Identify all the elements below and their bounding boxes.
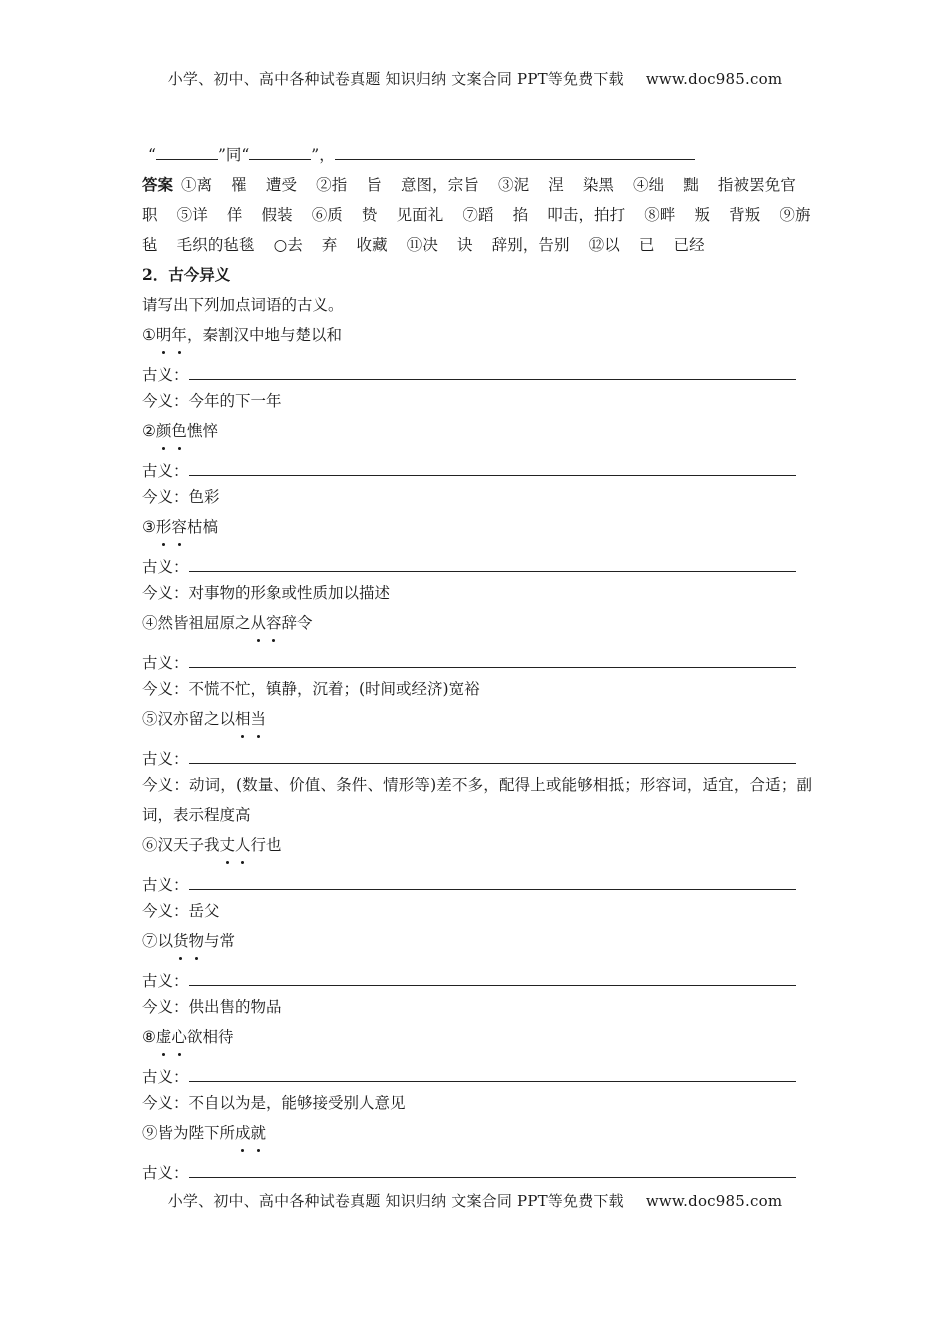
instruction-text: 请写出下列加点词语的古义。 (142, 296, 344, 314)
emphasized-char: 容 (266, 608, 282, 638)
blank-2 (249, 141, 311, 160)
gu-yi-answer-row (142, 546, 812, 578)
emphasized-char: 相 (235, 704, 251, 734)
footer-text: 小学、初中、高中各种试卷真题 知识归纳 文案合同 PPT等免费下载 (167, 1192, 624, 1210)
answer-text-1: ①离 罹 遭受 ②指 旨 意图，宗旨 ③泥 涅 染黑 ④绌 黜 指被罢免官 (181, 176, 796, 194)
question-prefix: ② (142, 422, 156, 440)
question-item (142, 704, 812, 734)
question-item (142, 416, 812, 446)
jin-yi-line (142, 386, 812, 416)
jin-yi-text: 今义：供出售的物品 (142, 998, 282, 1016)
question-prefix: ⑦以 (142, 932, 174, 950)
question-prefix: ⑨皆为陛下所 (142, 1124, 236, 1142)
emphasized-char: 从 (251, 608, 267, 638)
question-item (142, 830, 812, 860)
jin-yi-text: 今义：不慌不忙，镇静，沉着；(时间或经济)宽裕 (142, 680, 480, 698)
tongjia-blank-line (142, 140, 812, 170)
question-prefix: ④然皆祖屈原之 (142, 614, 251, 632)
open-quote: “ (148, 146, 156, 164)
answer-blank-line[interactable] (189, 985, 796, 986)
question-item (142, 608, 812, 638)
jin-yi-line (142, 896, 812, 926)
answer-blank-line[interactable] (189, 571, 796, 572)
page-header (0, 68, 950, 89)
emphasized-char: 形 (156, 512, 172, 542)
emphasized-char: 丈 (220, 830, 236, 860)
section-title-text: 2．古今异义 (142, 265, 231, 284)
gu-yi-label: 古义： (142, 1068, 189, 1086)
question-rest: 枯槁 (186, 518, 218, 536)
blank-1 (156, 141, 218, 160)
question-rest: 辞令 (281, 614, 313, 632)
emphasized-char: 货 (173, 926, 189, 956)
answer-blank-line[interactable] (189, 763, 796, 764)
page-footer (0, 1190, 950, 1211)
jin-yi-line (142, 1088, 812, 1118)
instruction (142, 290, 812, 320)
gu-yi-label: 古义： (142, 462, 189, 480)
emphasized-char: 心 (171, 1022, 187, 1052)
answer-label: 答案 (142, 175, 174, 194)
jin-yi-line (142, 770, 812, 830)
question-item (142, 320, 812, 350)
gu-yi-answer-row (142, 960, 812, 992)
emphasized-char: 物 (189, 926, 205, 956)
answer-line-2 (142, 200, 812, 230)
question-prefix: ⑥汉天子我 (142, 836, 220, 854)
gu-yi-label: 古义： (142, 558, 189, 576)
gu-yi-label: 古义： (142, 972, 189, 990)
jin-yi-line (142, 992, 812, 1022)
answer-text-3: 毡 毛织的毡毯 ○去 弃 收藏 ⑪决 诀 辞别，告别 ⑫以 已 已经 (142, 236, 705, 254)
footer-url[interactable]: www.doc985.com (645, 1192, 783, 1210)
question-rest: 行也 (250, 836, 282, 854)
gu-yi-label: 古义： (142, 654, 189, 672)
question-rest: 憔悴 (186, 422, 218, 440)
jin-yi-text: 今义：动词，(数量、价值、条件、情形等)差不多，配得上或能够相抵；形容词，适宜，合适；副词，表示程度高 (142, 776, 812, 824)
section-title (142, 260, 812, 290)
answer-text-2: 职 ⑤详 佯 假装 ⑥质 贽 见面礼 ⑦蹈 掐 叩击，拍打 ⑧畔 叛 背叛 ⑨旃 (142, 206, 811, 224)
header-url[interactable]: www.doc985.com (645, 70, 783, 88)
emphasized-char: 人 (235, 830, 251, 860)
same-as-text: ”同“ (217, 146, 250, 164)
gu-yi-answer-row (142, 642, 812, 674)
blank-3 (335, 141, 695, 160)
gu-yi-answer-row (142, 1152, 812, 1184)
question-prefix: ⑧ (142, 1028, 156, 1046)
gu-yi-answer-row (142, 354, 812, 386)
answer-line-1 (142, 170, 812, 200)
gu-yi-answer-row (142, 864, 812, 896)
answer-blank-line[interactable] (189, 379, 796, 380)
question-item (142, 926, 812, 956)
answer-blank-line[interactable] (189, 889, 796, 890)
jin-yi-text: 今义：不自以为是，能够接受别人意见 (142, 1094, 406, 1112)
jin-yi-text: 今义：岳父 (142, 902, 220, 920)
emphasized-char: 明 (156, 320, 172, 350)
gu-yi-label: 古义： (142, 750, 189, 768)
question-prefix: ③ (142, 518, 156, 536)
answer-blank-line[interactable] (189, 475, 796, 476)
jin-yi-line (142, 482, 812, 512)
gu-yi-label: 古义： (142, 876, 189, 894)
jin-yi-text: 今义：今年的下一年 (142, 392, 282, 410)
close-quote: ”， (311, 146, 335, 164)
question-item (142, 512, 812, 542)
question-rest: ，秦割汉中地与楚以和 (186, 326, 342, 344)
answer-blank-line[interactable] (189, 667, 796, 668)
jin-yi-text: 今义：对事物的形象或性质加以描述 (142, 584, 391, 602)
emphasized-char: 颜 (156, 416, 172, 446)
jin-yi-line (142, 578, 812, 608)
emphasized-char: 虚 (156, 1022, 172, 1052)
answer-blank-line[interactable] (189, 1081, 796, 1082)
emphasized-char: 色 (171, 416, 187, 446)
gu-yi-label: 古义： (142, 1164, 189, 1182)
gu-yi-answer-row (142, 738, 812, 770)
document-body (142, 140, 812, 1184)
emphasized-char: 年 (171, 320, 187, 350)
question-item (142, 1118, 812, 1148)
emphasized-char: 就 (251, 1118, 267, 1148)
answer-line-3 (142, 230, 812, 260)
gu-yi-label: 古义： (142, 366, 189, 384)
question-item (142, 1022, 812, 1052)
jin-yi-line (142, 674, 812, 704)
question-rest: 欲相待 (186, 1028, 234, 1046)
gu-yi-answer-row (142, 1056, 812, 1088)
header-text: 小学、初中、高中各种试卷真题 知识归纳 文案合同 PPT等免费下载 (167, 70, 624, 88)
question-prefix: ⑤汉亦留之以 (142, 710, 236, 728)
emphasized-char: 容 (171, 512, 187, 542)
emphasized-char: 成 (235, 1118, 251, 1148)
question-prefix: ① (142, 326, 156, 344)
emphasized-char: 当 (251, 704, 267, 734)
gu-yi-answer-row (142, 450, 812, 482)
jin-yi-text: 今义：色彩 (142, 488, 220, 506)
question-rest: 与常 (204, 932, 236, 950)
answer-blank-line[interactable] (189, 1177, 796, 1178)
